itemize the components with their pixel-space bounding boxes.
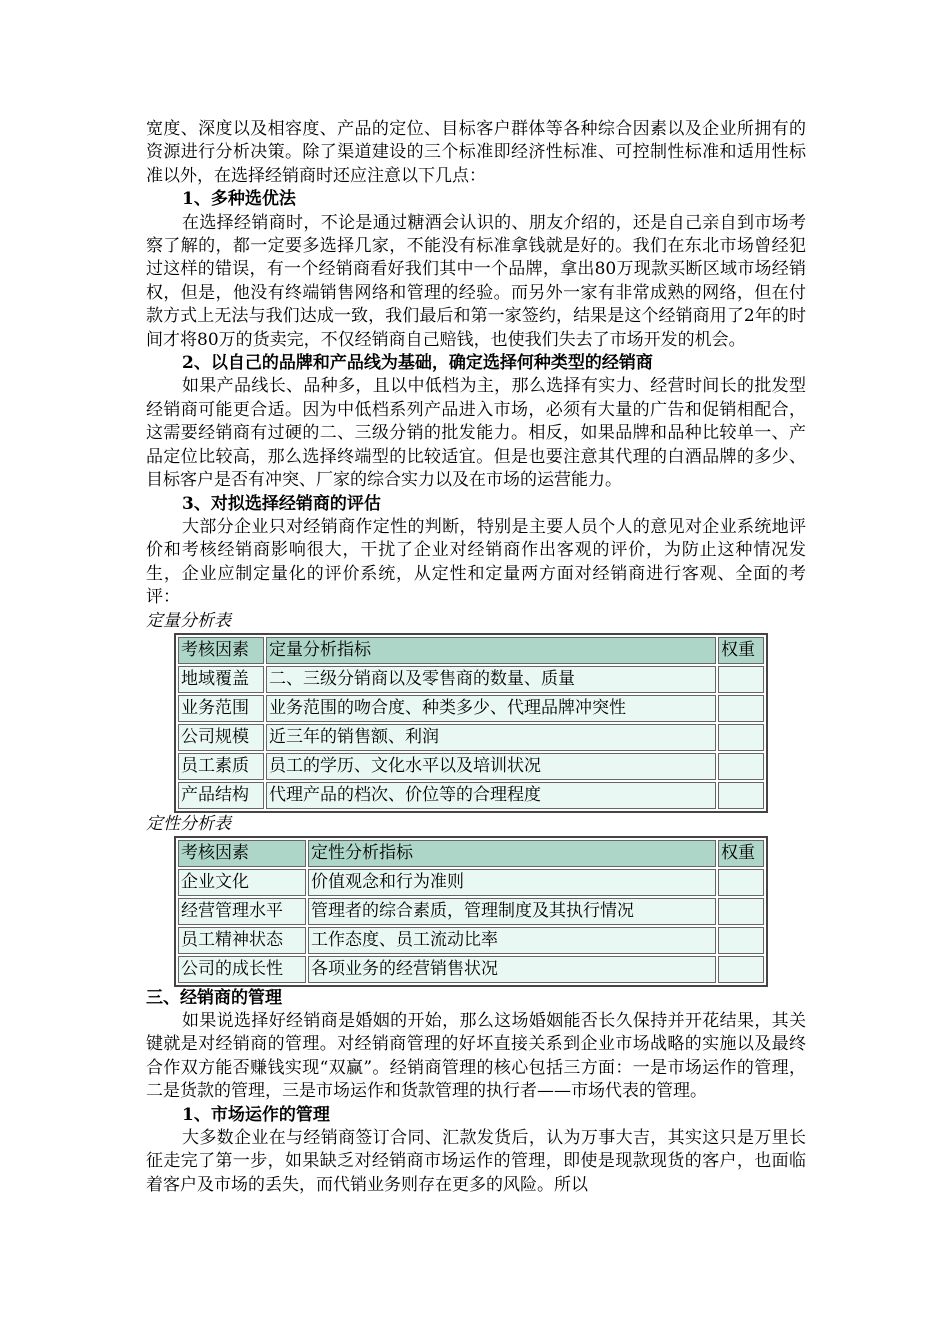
paragraph-market-operation: 大多数企业在与经销商签订合同、汇款发货后，认为万事大吉，其实这只是万里长征走完了第一步，如果缺乏对经销商市场运作的管理，即使是现款现货的客户，也面临着客户及市场的丢失，而代销业务则存在更多的风险。所以 <box>146 1127 806 1195</box>
table-cell: 业务范围 <box>178 695 264 722</box>
table-cell <box>718 724 764 751</box>
table-cell: 各项业务的经营销售状况 <box>308 956 716 983</box>
table-cell: 管理者的综合素质，管理制度及其执行情况 <box>308 898 716 925</box>
table-cell: 公司规模 <box>178 724 264 751</box>
table-header-cell: 定量分析指标 <box>266 637 716 664</box>
table-header-cell: 考核因素 <box>178 637 264 664</box>
table-header-cell: 定性分析指标 <box>308 840 716 867</box>
heading-dealer-evaluation: 3、对拟选择经销商的评估 <box>182 493 381 514</box>
document-page <box>146 118 806 1197</box>
paragraph-dealer-evaluation: 大部分企业只对经销商作定性的判断，特别是主要人员个人的意见对企业系统地评价和考核经销商影响很大，干扰了企业对经销商作出客观的评价，为防止这种情况发生，企业应制定量化的评价系统，从定性和定量两方面对经销商进行客观、全面的考评： <box>146 516 806 608</box>
quantitative-table-caption: 定量分析表 <box>146 610 231 631</box>
heading-multiple-selection: 1、多种选优法 <box>182 189 296 210</box>
table-cell: 价值观念和行为准则 <box>308 869 716 896</box>
table-cell: 代理产品的档次、价位等的合理程度 <box>266 782 716 809</box>
table-header-cell: 考核因素 <box>178 840 306 867</box>
table-cell: 员工精神状态 <box>178 927 306 954</box>
table-cell: 员工的学历、文化水平以及培训状况 <box>266 753 716 780</box>
heading-brand-product-line: 2、以自己的品牌和产品线为基础，确定选择何种类型的经销商 <box>182 353 653 374</box>
paragraph-brand-product-line: 如果产品线长、品种多，且以中低档为主，那么选择有实力、经营时间长的批发型经销商可能更合适。因为中低档系列产品进入市场，必须有大量的广告和促销相配合，这需要经销商有过硬的二、三级分销的批发能力。相反，如果品牌和品种比较单一、产品定位比较高，那么选择终端型的比较适宜。但是也要注意其代理的白酒品牌的多少、目标客户是否有冲突、厂家的综合实力以及在市场的运营能力。 <box>146 376 806 491</box>
qualitative-analysis-table <box>174 836 768 987</box>
table-cell: 公司的成长性 <box>178 956 306 983</box>
qualitative-table-caption: 定性分析表 <box>146 813 231 834</box>
table-cell: 地域覆盖 <box>178 666 264 693</box>
table-cell: 工作态度、员工流动比率 <box>308 927 716 954</box>
table-cell: 经营管理水平 <box>178 898 306 925</box>
table-header-cell: 权重 <box>718 637 764 664</box>
table-row <box>178 695 764 722</box>
table-cell <box>718 956 764 983</box>
table-row <box>178 927 764 954</box>
table-cell <box>718 927 764 954</box>
quantitative-analysis-table <box>174 633 768 813</box>
table-cell <box>718 753 764 780</box>
table-header-cell: 权重 <box>718 840 764 867</box>
table-header-row <box>178 840 764 867</box>
table-cell <box>718 695 764 722</box>
paragraph-intro: 宽度、深度以及相容度、产品的定位、目标客户群体等各种综合因素以及企业所拥有的资源进行分析决策。除了渠道建设的三个标准即经济性标准、可控制性标准和适用性标准以外，在选择经销商时还应注意以下几点： <box>146 119 806 186</box>
table-cell: 产品结构 <box>178 782 264 809</box>
table-cell: 员工素质 <box>178 753 264 780</box>
table-row <box>178 724 764 751</box>
table-cell: 企业文化 <box>178 869 306 896</box>
section-dealer-management: 三、经销商的管理 <box>146 987 282 1008</box>
table-row <box>178 753 764 780</box>
table-cell: 二、三级分销商以及零售商的数量、质量 <box>266 666 716 693</box>
table-cell: 业务范围的吻合度、种类多少、代理品牌冲突性 <box>266 695 716 722</box>
paragraph-multiple-selection: 在选择经销商时，不论是通过糖酒会认识的、朋友介绍的，还是自己亲自到市场考察了解的，都一定要多选择几家，不能没有标准拿钱就是好的。我们在东北市场曾经犯过这样的错误，有一个经销商看好我们其中一个品牌，拿出80万现款买断区域市场经销权，但是，他没有终端销售网络和管理的经验。而另外一家有非常成熟的网络，但在付款方式上无法与我们达成一致，我们最后和第一家签约，结果是这个经销商用了2年的时间才将80万的货卖完，不仅经销商自己赔钱，也使我们失去了市场开发的机会。 <box>146 212 806 350</box>
heading-market-operation: 1、市场运作的管理 <box>182 1104 330 1125</box>
table-row <box>178 666 764 693</box>
table-row <box>178 956 764 983</box>
table-cell <box>718 782 764 809</box>
table-row <box>178 898 764 925</box>
table-row <box>178 782 764 809</box>
table-cell: 近三年的销售额、利润 <box>266 724 716 751</box>
table-header-row <box>178 637 764 664</box>
table-cell <box>718 898 764 925</box>
table-cell <box>718 666 764 693</box>
paragraph-dealer-management: 如果说选择好经销商是婚姻的开始，那么这场婚姻能否长久保持并开花结果，其关键就是对经销商的管理。对经销商管理的好坏直接关系到企业市场战略的实施以及最终合作双方能否赚钱实现“双赢”。经销商管理的核心包括三方面：一是市场运作的管理，二是货款的管理，三是市场运作和货款管理的执行者——市场代表的管理。 <box>146 1010 806 1102</box>
table-row <box>178 869 764 896</box>
table-cell <box>718 869 764 896</box>
